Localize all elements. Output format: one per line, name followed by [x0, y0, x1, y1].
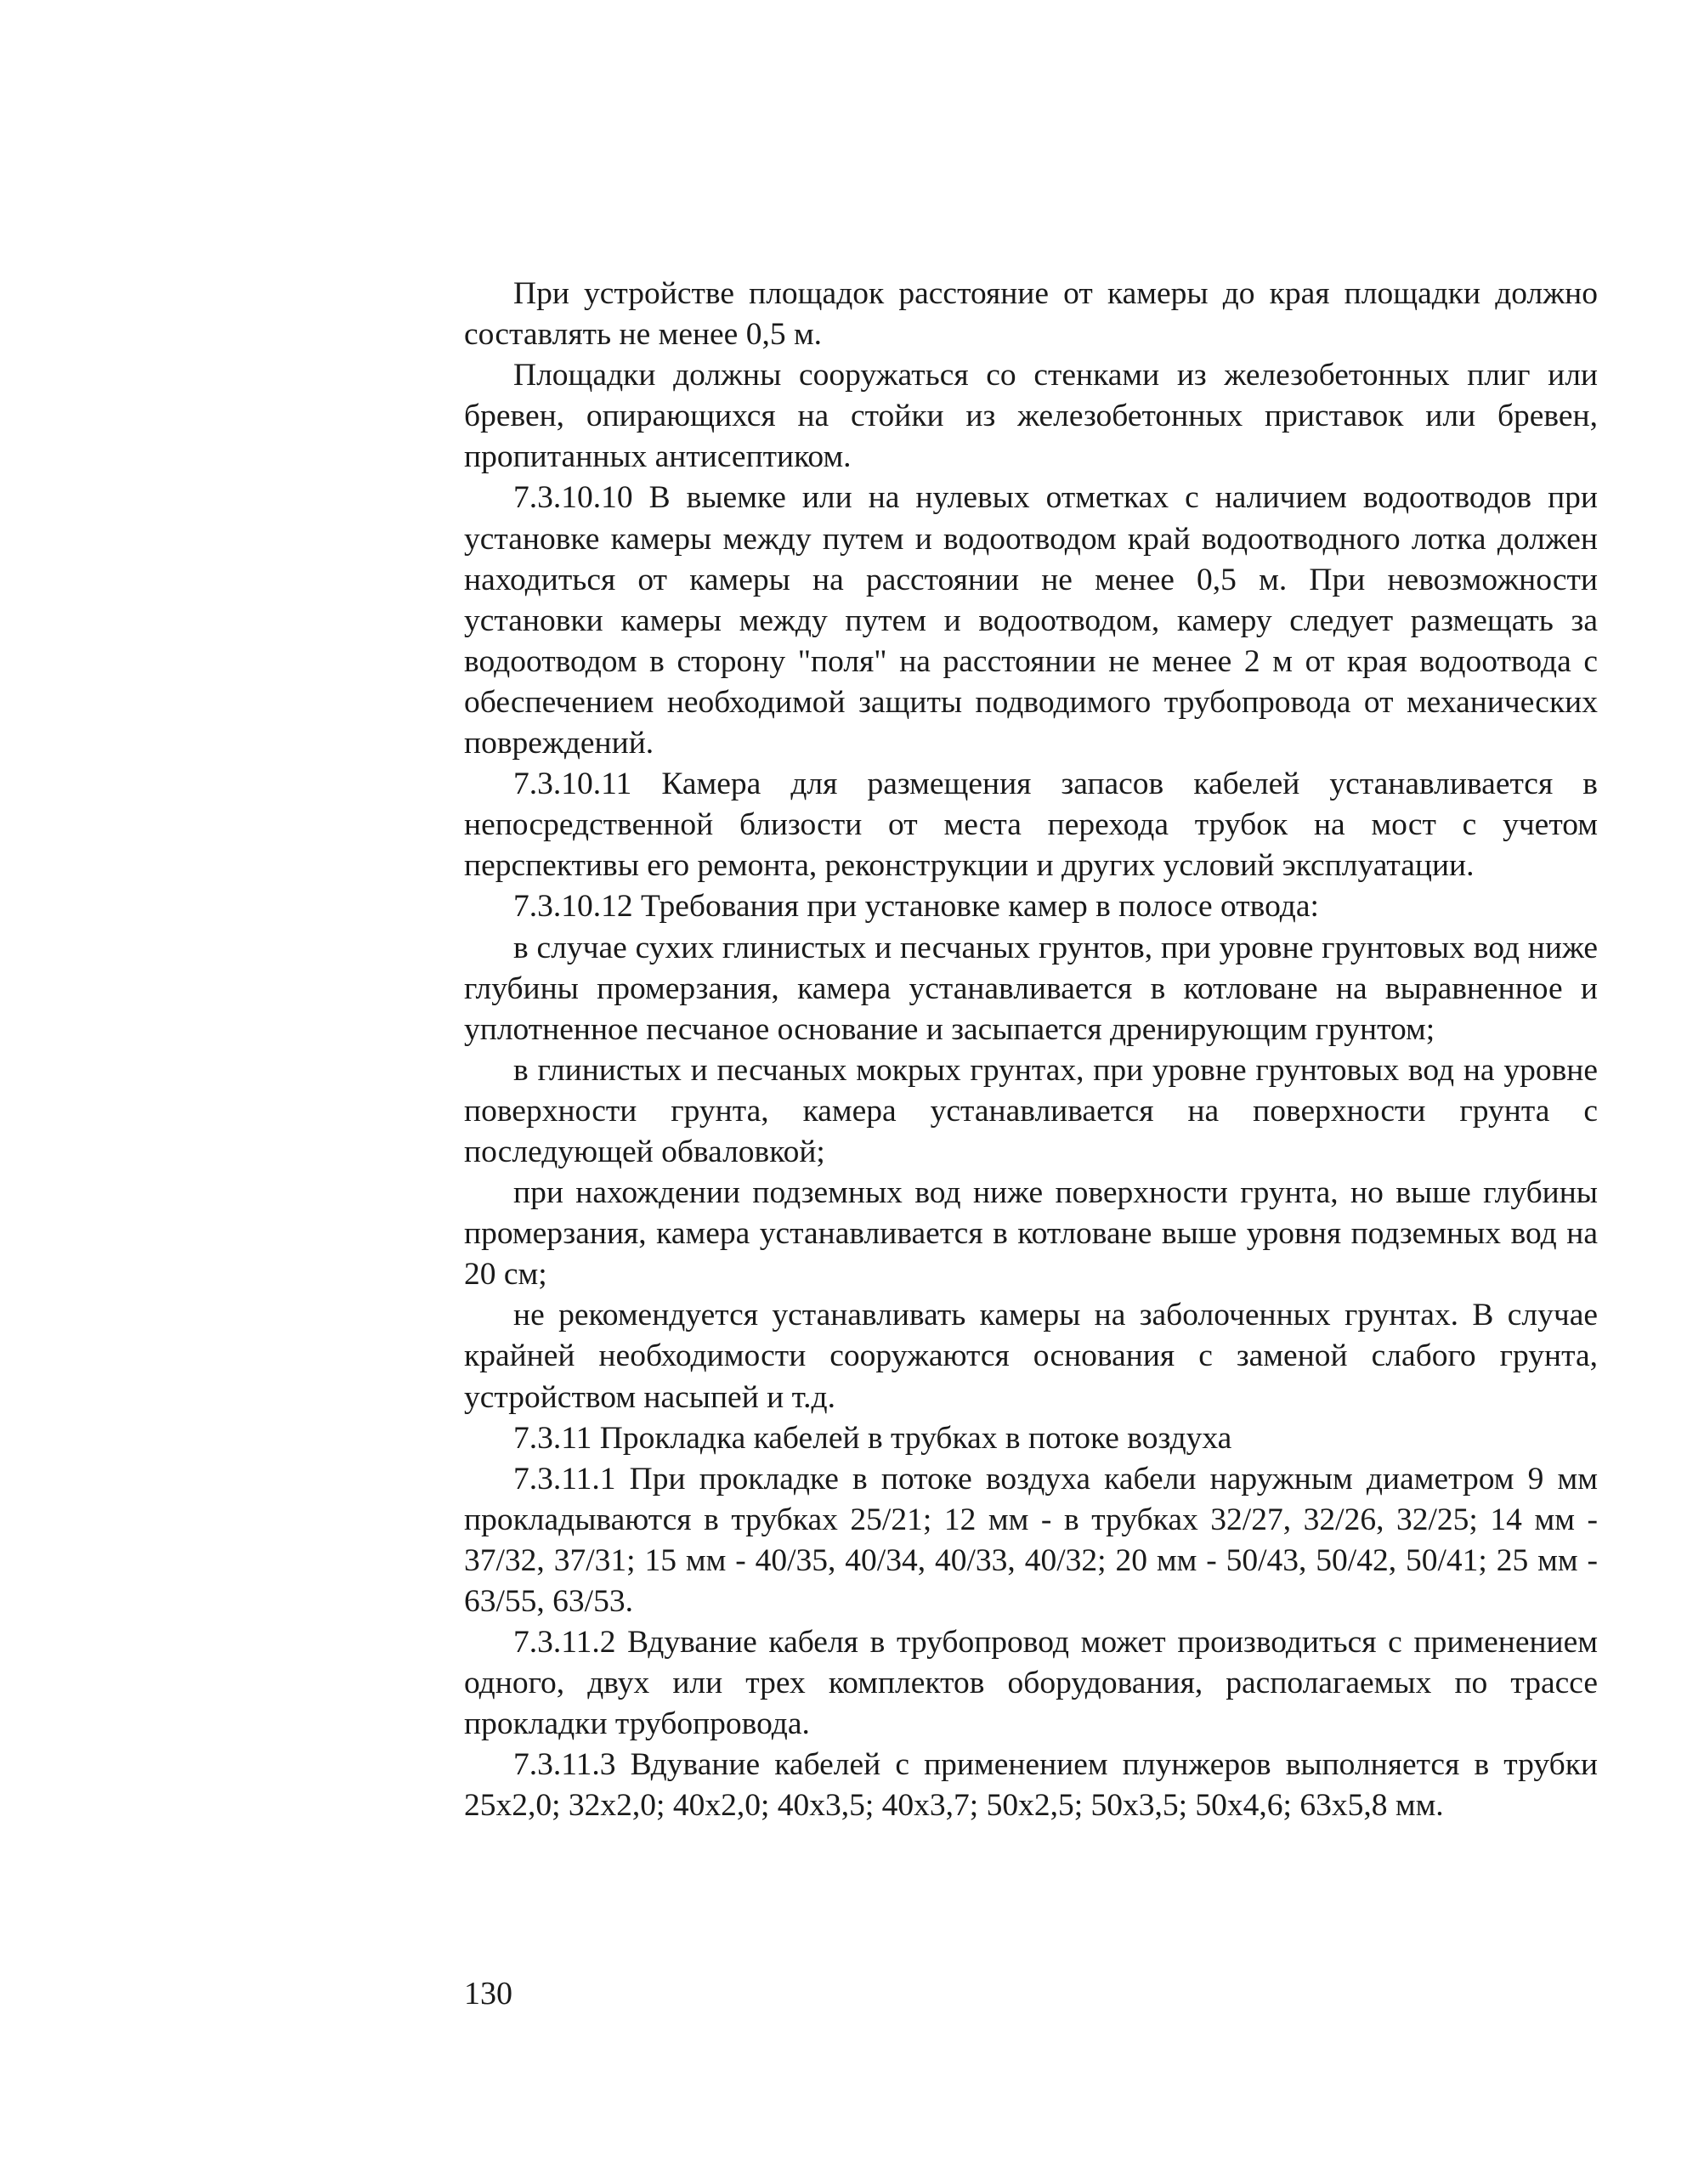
paragraph-swampy-soils: не рекомендуется устанавливать камеры на заболоченных грунтах. В случае крайней необходимости сооружаются основания с заменой слабого грунта, устройством насыпей и т.д.	[464, 1298, 1598, 1415]
body-text	[464, 274, 1598, 1827]
paragraph-7-3-10-10: 7.3.10.10 В выемке или на нулевых отметках с наличием водоотводов при установке камеры между путем и водоотводом край водоотводного лотка должен находиться от камеры на расстоянии не менее 0,5 м. При невозможности установки камеры между путем и водоотводом, камеру следует размещать за водоотводом в сторону "поля" на расстоянии не менее 2 м от края водоотвода с обеспечением необходимой защиты подводимого трубопровода от механических повреждений.	[464, 480, 1598, 761]
paragraph-7-3-11-1: 7.3.11.1 При прокладке в потоке воздуха кабели наружным диаметром 9 мм прокладываются в трубках 25/21; 12 мм - в трубках 32/27, 32/26, 32/25; 14 мм - 37/32, 37/31; 15 мм - 40/35, 40/34, 40/33, 40/32; 20 мм - 50/43, 50/42, 50/41; 25 мм - 63/55, 63/53.	[464, 1461, 1598, 1619]
section-heading-7-3-11: 7.3.11 Прокладка кабелей в трубках в потоке воздуха	[513, 1420, 1232, 1456]
paragraph-platform-walls: Площадки должны сооружаться со стенками из железобетонных плиг или бревен, опирающихся на стойки из железобетонных приставок или бревен, пропитанных антисептиком.	[464, 358, 1598, 475]
paragraph-wet-soils: в глинистых и песчаных мокрых грунтах, при уровне грунтовых вод на уровне поверхности грунта, камера устанавливается на поверхности грунта с последующей обваловкой;	[464, 1052, 1598, 1169]
paragraph-dry-soils: в случае сухих глинистых и песчаных грунтов, при уровне грунтовых вод ниже глубины промерзания, камера устанавливается в котловане на выравненное и уплотненное песчаное основание и засыпается дренирующим грунтом;	[464, 930, 1598, 1047]
paragraph-7-3-10-11: 7.3.10.11 Камера для размещения запасов кабелей устанавливается в непосредственной близости от места перехода трубок на мост с учетом перспективы его ремонта, реконструкции и других условий эксплуатации.	[464, 767, 1598, 884]
paragraph-groundwater: при нахождении подземных вод ниже поверхности грунта, но выше глубины промерзания, камера устанавливается в котловане выше уровня подземных вод на 20 см;	[464, 1175, 1598, 1293]
paragraph-7-3-11-2: 7.3.11.2 Вдувание кабеля в трубопровод может производиться с применением одного, двух или трех комплектов оборудования, располагаемых по трассе прокладки трубопровода.	[464, 1625, 1598, 1742]
page-number: 130	[464, 1976, 512, 2011]
paragraph-7-3-11-3: 7.3.11.3 Вдувание кабелей с применением плунжеров выполняется в трубки 25x2,0; 32x2,0; 40x2,0; 40x3,5; 40x3,7; 50x2,5; 50x3,5; 50x4,6; 63x5,8 мм.	[464, 1747, 1598, 1824]
paragraph-platform-distance: При устройстве площадок расстояние от камеры до края площадки должно составлять не менее 0,5 м.	[464, 276, 1598, 353]
paragraph-7-3-10-12: 7.3.10.12 Требования при установке камер в полосе отвода:	[513, 889, 1319, 925]
